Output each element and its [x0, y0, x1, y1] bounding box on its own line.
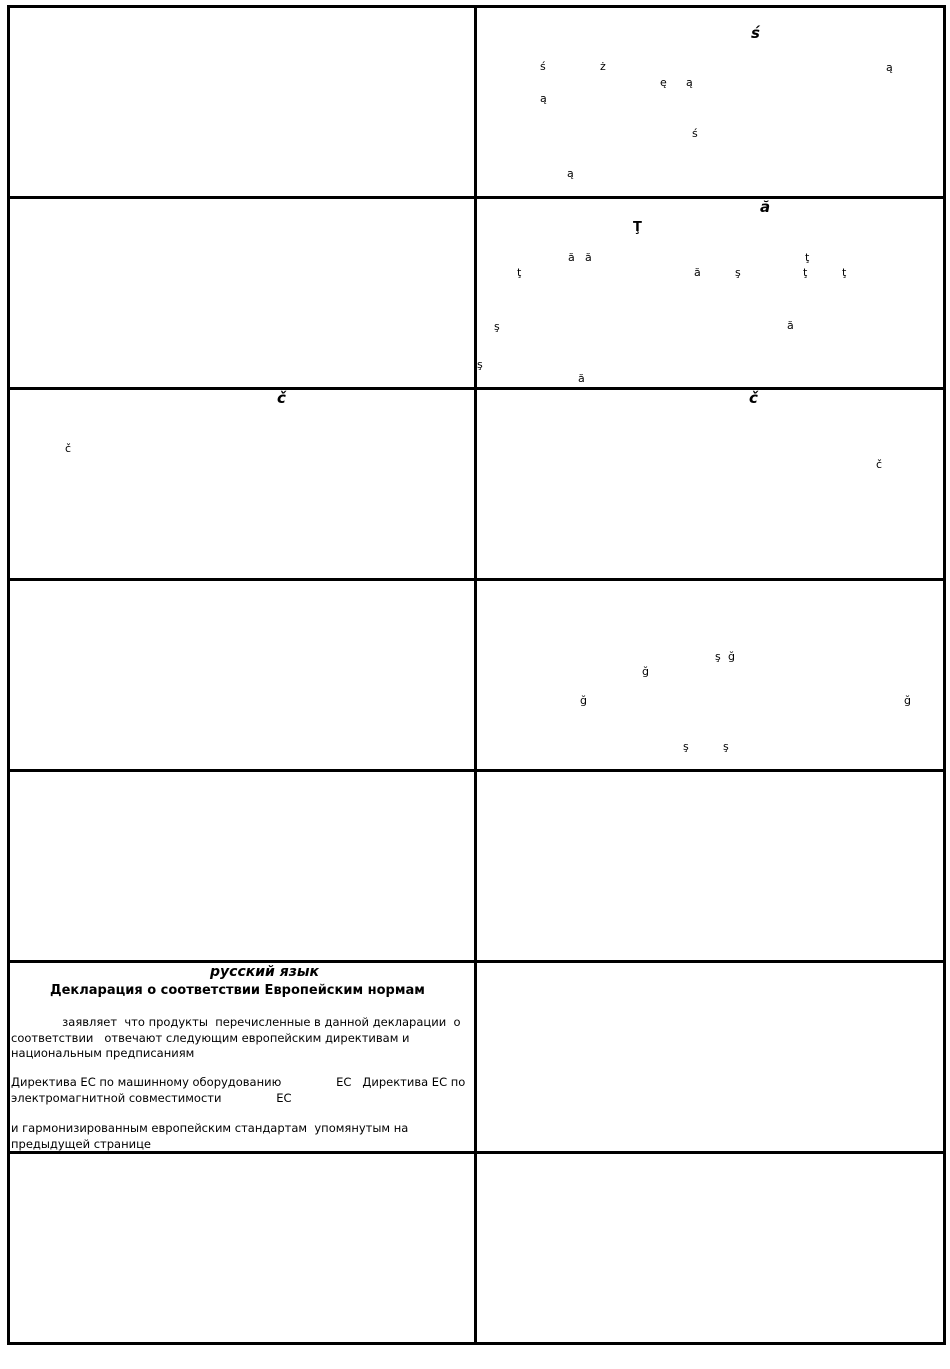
cell-r4c2-glyph: ğ: [642, 665, 649, 678]
declaration-text-line: Директива ЕС по машинному оборудованию ЕС Директива ЕС по: [11, 1075, 466, 1089]
cell-r2c2-glyph: ă: [568, 251, 575, 264]
cell-r2c2-glyph: ă: [787, 319, 794, 332]
cell-r3c2-glyph: č: [876, 458, 883, 471]
cell-r2c2-glyph: ş: [494, 320, 500, 333]
cell-r4c2-glyph: ş: [723, 740, 729, 753]
column-divider: [474, 5, 477, 1345]
cell-r2c2-glyph: Ţ: [633, 220, 642, 235]
cell-r4c2-glyph: ş: [715, 650, 721, 663]
row-divider-2: [7, 387, 946, 390]
declaration-text-line: заявляет что продукты перечисленные в данной декларации о: [11, 1015, 461, 1029]
cell-r1c2-glyph: ś: [540, 60, 546, 73]
cell-r2c2-glyph: ş: [477, 358, 483, 371]
cell-r3c1-heading: č: [277, 389, 286, 407]
declaration-text-line: электромагнитной совместимости ЕС: [11, 1091, 292, 1105]
row-divider-4: [7, 769, 946, 772]
cell-r4c2-glyph: ğ: [728, 650, 735, 663]
language-heading: русский язык: [210, 964, 320, 980]
cell-r4c2-glyph: ğ: [580, 694, 587, 707]
border-left: [7, 5, 10, 1345]
cell-r1c2-glyph: ż: [600, 60, 606, 73]
cell-r2c2-heading: ă: [760, 198, 771, 216]
cell-r2c2-glyph: ţ: [805, 251, 810, 264]
cell-r1c2-glyph: ś: [692, 127, 698, 140]
cell-r2c2-glyph: ţ: [842, 266, 847, 279]
cell-r2c2-glyph: ţ: [517, 266, 522, 279]
cell-r2c2-glyph: ă: [694, 266, 701, 279]
declaration-text-line: и гармонизированным европейским стандартам упомянутым на: [11, 1121, 409, 1135]
row-divider-5: [7, 960, 946, 963]
border-right: [943, 5, 946, 1345]
declaration-text-line: предыдущей странице: [11, 1137, 151, 1151]
row-divider-1: [7, 196, 946, 199]
cell-r4c2-glyph: ğ: [904, 694, 911, 707]
cell-r1c2-glyph: ą: [540, 92, 547, 105]
cell-r2c2-glyph: ă: [578, 372, 585, 385]
cell-r2c2-glyph: ă: [585, 251, 592, 264]
cell-r2c2-glyph: ş: [735, 266, 741, 279]
cell-r4c2-glyph: ş: [683, 740, 689, 753]
cell-r1c2-glyph: ą: [886, 61, 893, 74]
row-divider-3: [7, 578, 946, 581]
declaration-text-line: национальным предписаниям: [11, 1046, 195, 1060]
cell-r2c2-glyph: ţ: [803, 266, 808, 279]
cell-r1c2-heading: ś: [751, 24, 760, 42]
cell-r1c2-glyph: ę: [660, 76, 667, 89]
cell-r1c2-glyph: ą: [686, 76, 693, 89]
cell-r1c2-glyph: ą: [567, 167, 574, 180]
cell-r3c1-glyph: č: [65, 442, 72, 455]
declaration-text-line: соответствии отвечают следующим европейским директивам и: [11, 1031, 410, 1045]
declaration-title: Декларация о соответствии Европейским нормам: [50, 983, 425, 998]
cell-r3c2-heading: č: [749, 389, 758, 407]
